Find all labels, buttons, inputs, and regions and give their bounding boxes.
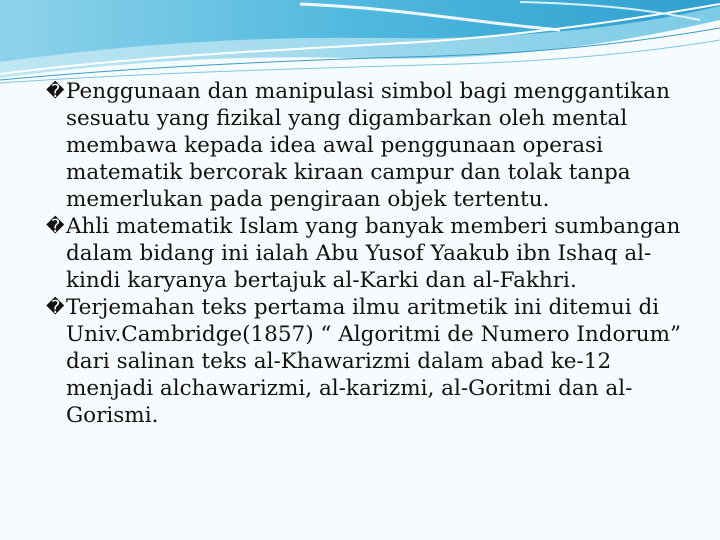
header-wave-decoration bbox=[0, 0, 720, 90]
bullet-text-3: Terjemahan teks pertama ilmu aritmetik ini ditemui di Univ.Cambridge(1857) “ Algoritmi de Numero Indorum” dari salinan teks al-Khawarizmi dalam abad ke-12 menjadi alchawarizmi, al-karizmi, al-Goritmi dan al-Gorismi. bbox=[66, 295, 681, 428]
bullet-icon: � bbox=[46, 81, 65, 102]
bullet-text-2: Ahli matematik Islam yang banyak memberi sumbangan dalam bidang ini ialah Abu Yusof Yaakub ibn Ishaq al-kindi karyanya bertajuk al-Karki dan al-Fakhri. bbox=[66, 214, 681, 293]
bullet-text-1: Penggunaan dan manipulasi simbol bagi menggantikan sesuatu yang fizikal yang digambarkan oleh mental membawa kepada idea awal penggunaan operasi matematik bercorak kiraan campur dan tolak tanpa memerlukan pada pengiraan objek tertentu. bbox=[66, 79, 670, 212]
bullet-icon: � bbox=[46, 297, 65, 318]
bullet-icon: � bbox=[46, 216, 65, 237]
slide-body bbox=[46, 78, 696, 429]
bullet-item-2 bbox=[46, 213, 696, 294]
bullet-item-3 bbox=[46, 294, 696, 429]
bullet-item-1 bbox=[46, 78, 696, 213]
